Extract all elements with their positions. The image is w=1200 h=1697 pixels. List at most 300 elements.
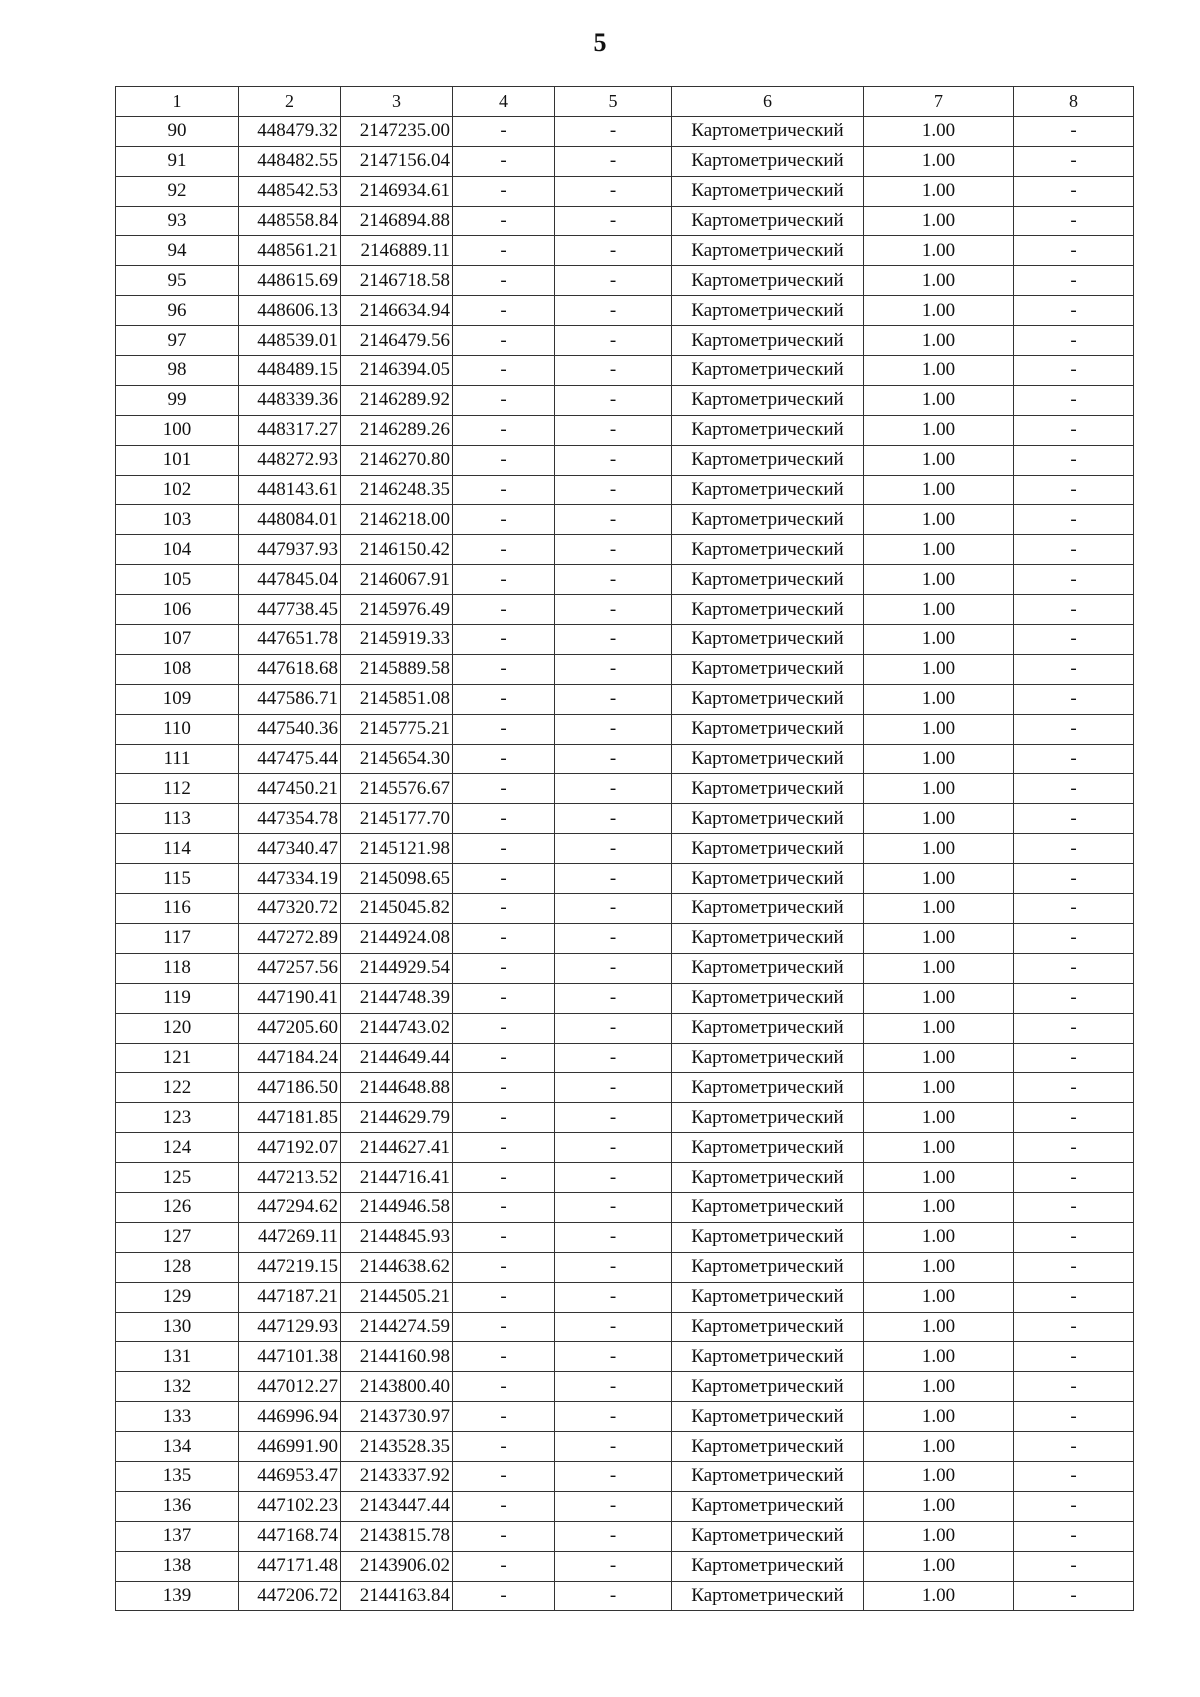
col4-cell: - [453, 1461, 555, 1491]
col5-cell: - [555, 326, 672, 356]
table-row [116, 475, 1134, 505]
point-number-cell: 95 [116, 266, 239, 296]
method-cell: Картометрический [672, 1103, 864, 1133]
point-number-cell: 97 [116, 326, 239, 356]
col8-cell: - [1014, 266, 1134, 296]
table-row [116, 804, 1134, 834]
y-coordinate-cell: 2146889.11 [341, 236, 453, 266]
col8-cell: - [1014, 744, 1134, 774]
point-number-cell: 108 [116, 654, 239, 684]
col4-cell: - [453, 894, 555, 924]
col5-cell: - [555, 146, 672, 176]
y-coordinate-cell: 2143906.02 [341, 1551, 453, 1581]
method-cell: Картометрический [672, 864, 864, 894]
precision-cell: 1.00 [864, 1491, 1014, 1521]
table-row [116, 116, 1134, 146]
x-coordinate-cell: 448084.01 [239, 505, 341, 535]
y-coordinate-cell: 2146894.88 [341, 206, 453, 236]
x-coordinate-cell: 448317.27 [239, 415, 341, 445]
method-cell: Картометрический [672, 535, 864, 565]
point-number-cell: 109 [116, 684, 239, 714]
col4-cell: - [453, 804, 555, 834]
table-row [116, 1192, 1134, 1222]
col8-cell: - [1014, 1043, 1134, 1073]
method-cell: Картометрический [672, 296, 864, 326]
point-number-cell: 126 [116, 1192, 239, 1222]
y-coordinate-cell: 2145576.67 [341, 774, 453, 804]
col4-cell: - [453, 445, 555, 475]
col5-cell: - [555, 385, 672, 415]
y-coordinate-cell: 2144638.62 [341, 1252, 453, 1282]
method-cell: Картометрический [672, 1432, 864, 1462]
point-number-cell: 118 [116, 953, 239, 983]
y-coordinate-cell: 2147235.00 [341, 116, 453, 146]
table-row [116, 356, 1134, 386]
col4-cell: - [453, 505, 555, 535]
table-row [116, 445, 1134, 475]
y-coordinate-cell: 2145045.82 [341, 894, 453, 924]
col8-cell: - [1014, 983, 1134, 1013]
col4-cell: - [453, 116, 555, 146]
method-cell: Картометрический [672, 1282, 864, 1312]
y-coordinate-cell: 2147156.04 [341, 146, 453, 176]
precision-cell: 1.00 [864, 535, 1014, 565]
point-number-cell: 139 [116, 1581, 239, 1611]
col4-cell: - [453, 475, 555, 505]
col4-cell: - [453, 1282, 555, 1312]
precision-cell: 1.00 [864, 356, 1014, 386]
col5-cell: - [555, 1521, 672, 1551]
table-row [116, 505, 1134, 535]
col5-cell: - [555, 505, 672, 535]
col5-cell: - [555, 1163, 672, 1193]
col4-cell: - [453, 595, 555, 625]
y-coordinate-cell: 2146218.00 [341, 505, 453, 535]
point-number-cell: 133 [116, 1402, 239, 1432]
precision-cell: 1.00 [864, 445, 1014, 475]
col5-cell: - [555, 654, 672, 684]
x-coordinate-cell: 448143.61 [239, 475, 341, 505]
column-header: 7 [864, 87, 1014, 117]
method-cell: Картометрический [672, 326, 864, 356]
column-header: 5 [555, 87, 672, 117]
precision-cell: 1.00 [864, 714, 1014, 744]
method-cell: Картометрический [672, 1402, 864, 1432]
table-row [116, 176, 1134, 206]
col5-cell: - [555, 684, 672, 714]
col5-cell: - [555, 595, 672, 625]
col8-cell: - [1014, 505, 1134, 535]
precision-cell: 1.00 [864, 1073, 1014, 1103]
col8-cell: - [1014, 1282, 1134, 1312]
col4-cell: - [453, 1402, 555, 1432]
y-coordinate-cell: 2145919.33 [341, 625, 453, 655]
col8-cell: - [1014, 1342, 1134, 1372]
y-coordinate-cell: 2144924.08 [341, 923, 453, 953]
precision-cell: 1.00 [864, 1402, 1014, 1432]
x-coordinate-cell: 447168.74 [239, 1521, 341, 1551]
point-number-cell: 114 [116, 834, 239, 864]
y-coordinate-cell: 2146394.05 [341, 356, 453, 386]
table-row [116, 654, 1134, 684]
point-number-cell: 129 [116, 1282, 239, 1312]
col4-cell: - [453, 385, 555, 415]
y-coordinate-cell: 2146067.91 [341, 565, 453, 595]
col8-cell: - [1014, 1461, 1134, 1491]
precision-cell: 1.00 [864, 1282, 1014, 1312]
point-number-cell: 96 [116, 296, 239, 326]
col8-cell: - [1014, 1521, 1134, 1551]
point-number-cell: 121 [116, 1043, 239, 1073]
col8-cell: - [1014, 1491, 1134, 1521]
col4-cell: - [453, 1342, 555, 1372]
table-row [116, 864, 1134, 894]
x-coordinate-cell: 448482.55 [239, 146, 341, 176]
y-coordinate-cell: 2144505.21 [341, 1282, 453, 1312]
col8-cell: - [1014, 1222, 1134, 1252]
method-cell: Картометрический [672, 1252, 864, 1282]
x-coordinate-cell: 447354.78 [239, 804, 341, 834]
table-row [116, 1043, 1134, 1073]
col4-cell: - [453, 176, 555, 206]
y-coordinate-cell: 2144743.02 [341, 1013, 453, 1043]
table-row [116, 1163, 1134, 1193]
precision-cell: 1.00 [864, 146, 1014, 176]
col4-cell: - [453, 1163, 555, 1193]
y-coordinate-cell: 2145121.98 [341, 834, 453, 864]
x-coordinate-cell: 448542.53 [239, 176, 341, 206]
precision-cell: 1.00 [864, 1342, 1014, 1372]
precision-cell: 1.00 [864, 804, 1014, 834]
table-row [116, 714, 1134, 744]
precision-cell: 1.00 [864, 1192, 1014, 1222]
y-coordinate-cell: 2144946.58 [341, 1192, 453, 1222]
method-cell: Картометрический [672, 176, 864, 206]
method-cell: Картометрический [672, 774, 864, 804]
col5-cell: - [555, 1103, 672, 1133]
x-coordinate-cell: 447475.44 [239, 744, 341, 774]
point-number-cell: 99 [116, 385, 239, 415]
table-row [116, 1372, 1134, 1402]
table-row [116, 236, 1134, 266]
method-cell: Картометрический [672, 923, 864, 953]
y-coordinate-cell: 2143528.35 [341, 1432, 453, 1462]
point-number-cell: 115 [116, 864, 239, 894]
x-coordinate-cell: 446991.90 [239, 1432, 341, 1462]
coordinates-table [115, 86, 1134, 1611]
col5-cell: - [555, 475, 672, 505]
method-cell: Картометрический [672, 744, 864, 774]
precision-cell: 1.00 [864, 1581, 1014, 1611]
table-row [116, 595, 1134, 625]
x-coordinate-cell: 448489.15 [239, 356, 341, 386]
col5-cell: - [555, 625, 672, 655]
x-coordinate-cell: 447171.48 [239, 1551, 341, 1581]
y-coordinate-cell: 2145654.30 [341, 744, 453, 774]
y-coordinate-cell: 2144160.98 [341, 1342, 453, 1372]
col8-cell: - [1014, 356, 1134, 386]
col8-cell: - [1014, 326, 1134, 356]
y-coordinate-cell: 2144648.88 [341, 1073, 453, 1103]
method-cell: Картометрический [672, 654, 864, 684]
col4-cell: - [453, 1581, 555, 1611]
table-row [116, 266, 1134, 296]
y-coordinate-cell: 2146479.56 [341, 326, 453, 356]
x-coordinate-cell: 447205.60 [239, 1013, 341, 1043]
col5-cell: - [555, 1282, 672, 1312]
method-cell: Картометрический [672, 266, 864, 296]
table-row [116, 206, 1134, 236]
col5-cell: - [555, 1461, 672, 1491]
col5-cell: - [555, 1222, 672, 1252]
col8-cell: - [1014, 206, 1134, 236]
col8-cell: - [1014, 864, 1134, 894]
col4-cell: - [453, 1372, 555, 1402]
x-coordinate-cell: 447129.93 [239, 1312, 341, 1342]
method-cell: Картометрический [672, 684, 864, 714]
x-coordinate-cell: 448558.84 [239, 206, 341, 236]
col5-cell: - [555, 1312, 672, 1342]
x-coordinate-cell: 447272.89 [239, 923, 341, 953]
precision-cell: 1.00 [864, 834, 1014, 864]
method-cell: Картометрический [672, 1372, 864, 1402]
col4-cell: - [453, 1432, 555, 1462]
method-cell: Картометрический [672, 356, 864, 386]
x-coordinate-cell: 447101.38 [239, 1342, 341, 1372]
method-cell: Картометрический [672, 953, 864, 983]
table-row [116, 296, 1134, 326]
y-coordinate-cell: 2144748.39 [341, 983, 453, 1013]
y-coordinate-cell: 2146634.94 [341, 296, 453, 326]
x-coordinate-cell: 447651.78 [239, 625, 341, 655]
col8-cell: - [1014, 535, 1134, 565]
method-cell: Картометрический [672, 415, 864, 445]
y-coordinate-cell: 2145775.21 [341, 714, 453, 744]
col8-cell: - [1014, 445, 1134, 475]
x-coordinate-cell: 448615.69 [239, 266, 341, 296]
col5-cell: - [555, 1402, 672, 1432]
point-number-cell: 94 [116, 236, 239, 266]
col8-cell: - [1014, 1073, 1134, 1103]
point-number-cell: 102 [116, 475, 239, 505]
y-coordinate-cell: 2144649.44 [341, 1043, 453, 1073]
precision-cell: 1.00 [864, 1551, 1014, 1581]
method-cell: Картометрический [672, 1581, 864, 1611]
precision-cell: 1.00 [864, 266, 1014, 296]
method-cell: Картометрический [672, 1222, 864, 1252]
precision-cell: 1.00 [864, 1103, 1014, 1133]
y-coordinate-cell: 2144845.93 [341, 1222, 453, 1252]
col4-cell: - [453, 923, 555, 953]
col4-cell: - [453, 774, 555, 804]
x-coordinate-cell: 447187.21 [239, 1282, 341, 1312]
col8-cell: - [1014, 385, 1134, 415]
col4-cell: - [453, 236, 555, 266]
precision-cell: 1.00 [864, 953, 1014, 983]
method-cell: Картометрический [672, 1043, 864, 1073]
table-row [116, 744, 1134, 774]
col8-cell: - [1014, 1133, 1134, 1163]
method-cell: Картометрический [672, 385, 864, 415]
precision-cell: 1.00 [864, 505, 1014, 535]
col8-cell: - [1014, 1192, 1134, 1222]
col4-cell: - [453, 1491, 555, 1521]
y-coordinate-cell: 2143800.40 [341, 1372, 453, 1402]
col8-cell: - [1014, 296, 1134, 326]
precision-cell: 1.00 [864, 415, 1014, 445]
col8-cell: - [1014, 654, 1134, 684]
col5-cell: - [555, 953, 672, 983]
col4-cell: - [453, 684, 555, 714]
table-row [116, 1252, 1134, 1282]
y-coordinate-cell: 2144274.59 [341, 1312, 453, 1342]
col8-cell: - [1014, 625, 1134, 655]
precision-cell: 1.00 [864, 1372, 1014, 1402]
point-number-cell: 132 [116, 1372, 239, 1402]
col8-cell: - [1014, 1432, 1134, 1462]
col8-cell: - [1014, 714, 1134, 744]
table-row [116, 415, 1134, 445]
precision-cell: 1.00 [864, 1043, 1014, 1073]
column-header: 8 [1014, 87, 1134, 117]
x-coordinate-cell: 448479.32 [239, 116, 341, 146]
column-header: 4 [453, 87, 555, 117]
precision-cell: 1.00 [864, 654, 1014, 684]
col5-cell: - [555, 1192, 672, 1222]
x-coordinate-cell: 447618.68 [239, 654, 341, 684]
table-row [116, 1312, 1134, 1342]
column-header: 3 [341, 87, 453, 117]
col5-cell: - [555, 116, 672, 146]
table-row [116, 385, 1134, 415]
y-coordinate-cell: 2146270.80 [341, 445, 453, 475]
x-coordinate-cell: 447340.47 [239, 834, 341, 864]
col4-cell: - [453, 1551, 555, 1581]
point-number-cell: 113 [116, 804, 239, 834]
table-row [116, 1103, 1134, 1133]
col4-cell: - [453, 1103, 555, 1133]
method-cell: Картометрический [672, 595, 864, 625]
table-row [116, 625, 1134, 655]
col5-cell: - [555, 983, 672, 1013]
y-coordinate-cell: 2143447.44 [341, 1491, 453, 1521]
col5-cell: - [555, 1073, 672, 1103]
col8-cell: - [1014, 1013, 1134, 1043]
col4-cell: - [453, 1222, 555, 1252]
method-cell: Картометрический [672, 445, 864, 475]
precision-cell: 1.00 [864, 1312, 1014, 1342]
col5-cell: - [555, 864, 672, 894]
precision-cell: 1.00 [864, 923, 1014, 953]
y-coordinate-cell: 2144629.79 [341, 1103, 453, 1133]
col5-cell: - [555, 445, 672, 475]
point-number-cell: 90 [116, 116, 239, 146]
column-header: 2 [239, 87, 341, 117]
precision-cell: 1.00 [864, 1521, 1014, 1551]
point-number-cell: 122 [116, 1073, 239, 1103]
x-coordinate-cell: 447012.27 [239, 1372, 341, 1402]
table-row [116, 1342, 1134, 1372]
x-coordinate-cell: 447294.62 [239, 1192, 341, 1222]
col8-cell: - [1014, 116, 1134, 146]
precision-cell: 1.00 [864, 1222, 1014, 1252]
method-cell: Картометрический [672, 1192, 864, 1222]
method-cell: Картометрический [672, 1133, 864, 1163]
col8-cell: - [1014, 923, 1134, 953]
col5-cell: - [555, 206, 672, 236]
col4-cell: - [453, 1521, 555, 1551]
col8-cell: - [1014, 834, 1134, 864]
col4-cell: - [453, 565, 555, 595]
method-cell: Картометрический [672, 116, 864, 146]
x-coordinate-cell: 447181.85 [239, 1103, 341, 1133]
point-number-cell: 130 [116, 1312, 239, 1342]
col4-cell: - [453, 296, 555, 326]
table-row [116, 1222, 1134, 1252]
col8-cell: - [1014, 1402, 1134, 1432]
x-coordinate-cell: 447192.07 [239, 1133, 341, 1163]
table-row [116, 1133, 1134, 1163]
point-number-cell: 91 [116, 146, 239, 176]
point-number-cell: 134 [116, 1432, 239, 1462]
method-cell: Картометрический [672, 1461, 864, 1491]
y-coordinate-cell: 2146248.35 [341, 475, 453, 505]
y-coordinate-cell: 2145851.08 [341, 684, 453, 714]
point-number-cell: 136 [116, 1491, 239, 1521]
table-row [116, 565, 1134, 595]
table-row [116, 1551, 1134, 1581]
col8-cell: - [1014, 1581, 1134, 1611]
table-row [116, 1461, 1134, 1491]
method-cell: Картометрический [672, 146, 864, 176]
x-coordinate-cell: 447269.11 [239, 1222, 341, 1252]
col5-cell: - [555, 1551, 672, 1581]
col8-cell: - [1014, 1103, 1134, 1133]
method-cell: Картометрический [672, 834, 864, 864]
precision-cell: 1.00 [864, 894, 1014, 924]
col8-cell: - [1014, 595, 1134, 625]
point-number-cell: 98 [116, 356, 239, 386]
y-coordinate-cell: 2143815.78 [341, 1521, 453, 1551]
table-row [116, 146, 1134, 176]
y-coordinate-cell: 2144627.41 [341, 1133, 453, 1163]
point-number-cell: 92 [116, 176, 239, 206]
y-coordinate-cell: 2145976.49 [341, 595, 453, 625]
x-coordinate-cell: 447540.36 [239, 714, 341, 744]
method-cell: Картометрический [672, 983, 864, 1013]
table-row [116, 983, 1134, 1013]
point-number-cell: 127 [116, 1222, 239, 1252]
x-coordinate-cell: 447320.72 [239, 894, 341, 924]
x-coordinate-cell: 448561.21 [239, 236, 341, 266]
x-coordinate-cell: 448539.01 [239, 326, 341, 356]
col5-cell: - [555, 894, 672, 924]
x-coordinate-cell: 447586.71 [239, 684, 341, 714]
precision-cell: 1.00 [864, 684, 1014, 714]
col4-cell: - [453, 864, 555, 894]
x-coordinate-cell: 447186.50 [239, 1073, 341, 1103]
point-number-cell: 93 [116, 206, 239, 236]
col5-cell: - [555, 834, 672, 864]
col8-cell: - [1014, 565, 1134, 595]
method-cell: Картометрический [672, 206, 864, 236]
x-coordinate-cell: 447450.21 [239, 774, 341, 804]
y-coordinate-cell: 2146150.42 [341, 535, 453, 565]
table-row [116, 1581, 1134, 1611]
precision-cell: 1.00 [864, 116, 1014, 146]
precision-cell: 1.00 [864, 1461, 1014, 1491]
col4-cell: - [453, 744, 555, 774]
